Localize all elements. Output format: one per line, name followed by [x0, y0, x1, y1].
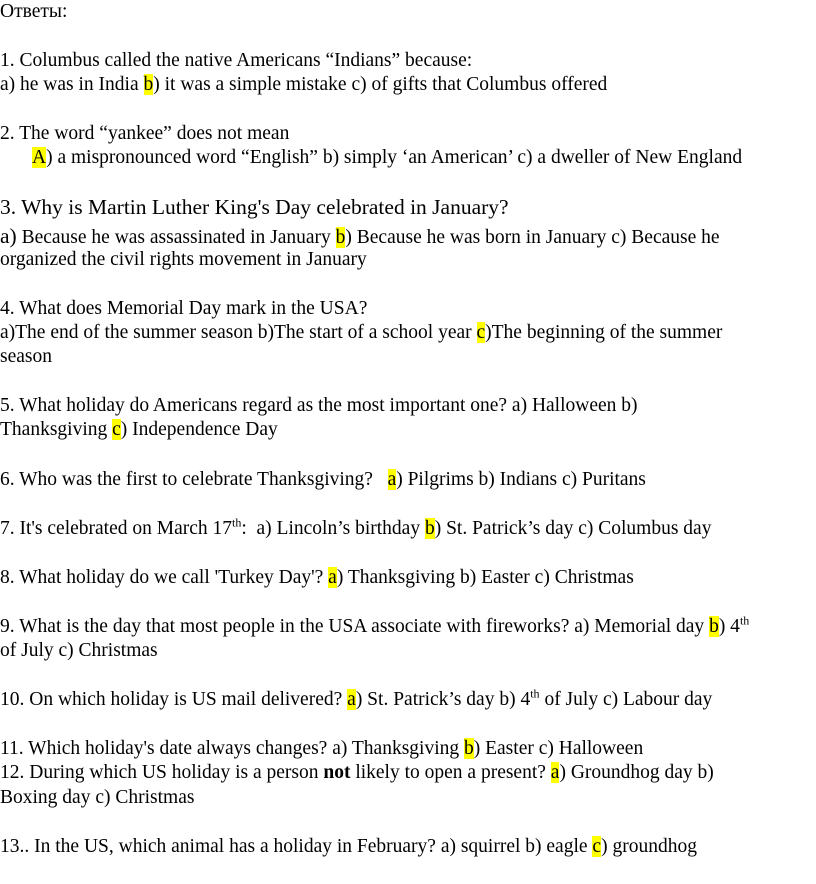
q3-answer-highlight: b — [335, 227, 346, 248]
question-4-text: 4. What does Memorial Day mark in the USA? — [0, 298, 368, 319]
q5-options-start: Thanksgiving — [0, 419, 113, 440]
q4-options-start: a)The end of the summer season b)The start of a school year — [0, 322, 477, 343]
question-1-options — [0, 73, 607, 98]
q7-options-start: : a) Lincoln’s birthday — [241, 518, 425, 539]
q8-answer-highlight: a — [328, 567, 337, 588]
question-12 — [0, 761, 714, 786]
q10-options-rest2: of July c) Labour day — [539, 689, 713, 710]
question-3-options-cont — [0, 248, 367, 273]
q9-answer-highlight: b — [709, 616, 719, 637]
q6-answer-highlight: a — [387, 469, 397, 490]
question-13-text: 13.. In the US, which animal has a holiday in February? a) squirrel b) eagle — [0, 836, 593, 857]
question-9 — [0, 615, 749, 640]
question-11-text: 11. Which holiday's date always changes? a) Thanksgiving — [0, 738, 464, 759]
question-5-text: 5. What holiday do Americans regard as the most important one? a) Halloween b) — [0, 395, 638, 416]
question-3-text: 3. Why is Martin Luther King's Day celebrated in January? — [0, 195, 509, 219]
question-6 — [0, 468, 646, 493]
header-text: Ответы: — [0, 1, 68, 22]
q4-answer-highlight: c — [476, 322, 486, 343]
question-12-text: 12. During which US holiday is a person — [0, 762, 324, 783]
q2-answer-highlight: A — [32, 147, 47, 168]
q5-options-rest: ) Independence Day — [120, 419, 278, 440]
question-1-text: 1. Columbus called the native Americans “Indians” because: — [0, 50, 473, 71]
question-4 — [0, 297, 367, 322]
q8-options-rest: ) Thanksgiving b) Easter c) Christmas — [336, 567, 634, 588]
q9-options-rest: ) 4 — [718, 616, 740, 637]
q9-ordinal-suffix: th — [739, 613, 750, 628]
q4-options-rest: )The beginning of the summer — [485, 322, 723, 343]
q3-options-rest: ) Because he was born in January c) Because he — [345, 227, 720, 248]
question-5 — [0, 394, 638, 419]
question-7 — [0, 517, 711, 542]
question-3-options — [0, 224, 720, 251]
q1-answer-highlight: b — [143, 74, 154, 95]
q3-option-a-marker: a) — [0, 224, 17, 248]
question-12-options-cont — [0, 786, 194, 811]
question-4-options-cont — [0, 345, 52, 370]
q12-emphasis: not — [323, 762, 351, 783]
q5-answer-highlight: c — [112, 419, 121, 440]
q9-options-rest2: of July c) Christmas — [0, 640, 158, 661]
question-7-text: 7. It's celebrated on March 17 — [0, 518, 233, 539]
question-2-options — [32, 146, 742, 171]
question-10 — [0, 688, 712, 713]
q1-options-rest: ) it was a simple mistake c) of gifts that Columbus offered — [153, 74, 608, 95]
question-3 — [0, 195, 509, 220]
q7-ordinal-suffix: th — [232, 515, 242, 530]
q11-answer-highlight: b — [464, 738, 474, 759]
q13-answer-highlight: c — [592, 836, 602, 857]
q4-options-rest2: season — [0, 346, 52, 367]
question-11 — [0, 737, 643, 762]
question-8 — [0, 566, 634, 591]
question-6-text: 6. Who was the first to celebrate Thanksgiving? — [0, 469, 388, 490]
q10-answer-highlight: a — [347, 689, 356, 710]
q3-option-a-text: Because he was assassinated in January — [16, 227, 336, 248]
q12-answer-highlight: a — [550, 762, 560, 783]
q11-options-rest: ) Easter c) Halloween — [473, 738, 644, 759]
question-9-options-cont — [0, 639, 158, 664]
question-5-options — [0, 418, 278, 443]
question-9-text: 9. What is the day that most people in the USA associate with fireworks? a) Memorial day — [0, 616, 710, 637]
question-8-text: 8. What holiday do we call 'Turkey Day'? — [0, 567, 329, 588]
question-13 — [0, 835, 697, 860]
q3-options-rest2: organized the civil rights movement in January — [0, 249, 367, 270]
q7-options-rest: ) St. Patrick’s day c) Columbus day — [434, 518, 712, 539]
question-2-text: 2. The word “yankee” does not mean — [0, 123, 290, 144]
question-1 — [0, 49, 472, 74]
question-10-text: 10. On which holiday is US mail delivered? — [0, 689, 348, 710]
q12-options-rest2: Boxing day c) Christmas — [0, 787, 195, 808]
q12-text-cont: likely to open a present? — [350, 762, 551, 783]
q1-options-start: a) he was in India — [0, 74, 144, 95]
q13-options-rest: ) groundhog — [601, 836, 697, 857]
q6-options-rest: ) Pilgrims b) Indians c) Puritans — [396, 469, 646, 490]
question-4-options — [0, 321, 722, 346]
q2-options-rest: ) a mispronounced word “English” b) simply ‘an American’ c) a dweller of New England — [46, 147, 743, 168]
q10-options-rest: ) St. Patrick’s day b) 4 — [355, 689, 531, 710]
q10-ordinal-suffix: th — [530, 686, 540, 701]
q7-answer-highlight: b — [424, 518, 435, 539]
header-title — [0, 0, 67, 25]
question-2 — [0, 122, 289, 147]
q12-options-rest: ) Groundhog day b) — [559, 762, 714, 783]
